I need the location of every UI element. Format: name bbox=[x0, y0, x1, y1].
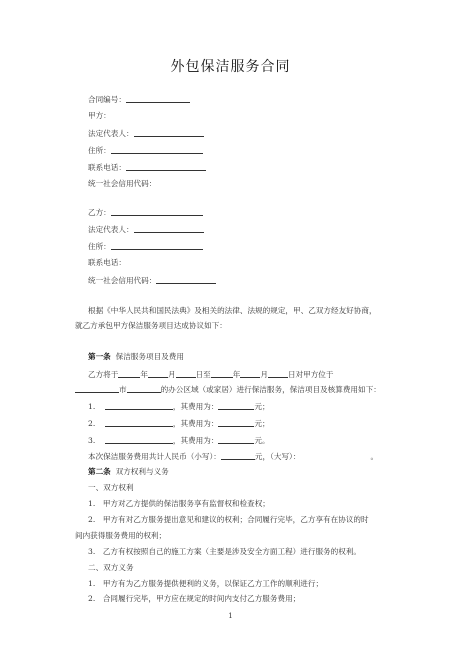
credit-code-a-label: 统一社会信用代码： bbox=[88, 179, 157, 188]
fee-item-1 bbox=[88, 401, 270, 412]
credit-code-a-line bbox=[88, 179, 156, 189]
article1-line-1 bbox=[88, 369, 334, 380]
fee-item-2 bbox=[88, 418, 270, 429]
duty-2: 2. 合同履行完毕，甲方应在规定的时间内支付乙方服务费用； bbox=[88, 594, 301, 603]
text: 月 bbox=[260, 370, 268, 379]
blank bbox=[218, 418, 254, 427]
text: 月 bbox=[167, 370, 176, 379]
text: 元； bbox=[254, 402, 270, 411]
intro-line-1: 根据《中华人民共和国民法典》及相关的法律、法规的规定，甲、乙双方经友好协商， bbox=[88, 306, 377, 315]
text: 年 bbox=[140, 370, 148, 379]
credit-code-b-blank bbox=[156, 275, 216, 284]
text: 元，（大写）： bbox=[254, 452, 301, 461]
blank bbox=[148, 369, 168, 378]
text: 市 bbox=[119, 385, 127, 394]
article1-number: 第一条 bbox=[88, 352, 111, 361]
blank bbox=[176, 369, 196, 378]
text: 年 bbox=[232, 370, 241, 379]
text: 日对甲方位于 bbox=[287, 370, 334, 379]
party-b-line bbox=[88, 207, 203, 218]
address-a-blank bbox=[111, 145, 203, 154]
duty-1: 1. 甲方有为乙方服务提供便利的义务，以保证乙方工作的顺利进行； bbox=[88, 579, 324, 588]
fee-item-3 bbox=[88, 435, 270, 446]
contract-no-line bbox=[88, 94, 190, 105]
right-2: 2. 甲方有对乙方服务提出意见和建议的权利；合同履行完毕，乙方享有在协议的时 bbox=[88, 515, 369, 524]
legal-rep-a-blank bbox=[134, 128, 204, 137]
address-b-label: 住所： bbox=[88, 242, 111, 251]
party-a-label: 甲方： bbox=[88, 111, 111, 120]
credit-code-b-line bbox=[88, 275, 216, 286]
page-number: 1 bbox=[228, 612, 233, 620]
blank bbox=[240, 369, 260, 378]
article1-heading bbox=[88, 352, 184, 362]
article2-heading bbox=[88, 467, 169, 477]
legal-rep-b-blank bbox=[134, 224, 204, 233]
text: 乙方将于 bbox=[88, 370, 119, 379]
text: ，其费用为： bbox=[172, 419, 219, 428]
text: 3. bbox=[88, 436, 96, 445]
blank bbox=[218, 435, 254, 444]
text: 元。 bbox=[254, 436, 270, 445]
blank bbox=[221, 451, 255, 460]
phone-a-line bbox=[88, 162, 206, 173]
contract-no-blank bbox=[126, 94, 190, 103]
blank bbox=[127, 384, 161, 393]
address-b-line bbox=[88, 241, 203, 252]
legal-rep-b-label: 法定代表人： bbox=[88, 225, 134, 234]
intro-line-2: 就乙方承包甲方保洁服务项目达成协议如下： bbox=[75, 321, 227, 330]
party-b-blank bbox=[111, 207, 203, 216]
blank bbox=[118, 369, 140, 378]
party-a-line bbox=[88, 111, 111, 121]
text: 本次保洁服务费用共计人民币（小写）： bbox=[88, 452, 221, 461]
rights-subheading: 一、双方权利 bbox=[88, 483, 134, 492]
blank bbox=[75, 384, 119, 393]
right-2-cont: 间内获得服务费用的权利； bbox=[75, 531, 167, 540]
legal-rep-a-label: 法定代表人： bbox=[88, 129, 134, 138]
text: ，其费用为： bbox=[172, 436, 219, 445]
phone-a-label: 联系电话： bbox=[88, 163, 126, 172]
party-b-label: 乙方： bbox=[88, 208, 111, 217]
right-1: 1. 甲方对乙方提供的保洁服务享有监督权和检查权； bbox=[88, 499, 270, 508]
fee-total-line bbox=[88, 451, 378, 462]
blank bbox=[268, 369, 288, 378]
article2-number: 第二条 bbox=[88, 467, 111, 476]
blank bbox=[105, 435, 173, 444]
legal-rep-a-line bbox=[88, 128, 204, 139]
text: 的办公区域（或家居）进行保洁服务，保洁项目及核算费用如下： bbox=[160, 385, 381, 394]
article1-title: 保洁服务项目及费用 bbox=[115, 352, 184, 361]
duties-subheading: 二、双方义务 bbox=[88, 563, 134, 572]
contract-title: 外包保洁服务合同 bbox=[170, 59, 291, 75]
blank bbox=[105, 418, 173, 427]
contract-no-label: 合同编号： bbox=[88, 95, 126, 104]
text: 2. bbox=[88, 419, 96, 428]
blank bbox=[211, 369, 233, 378]
blank bbox=[218, 401, 254, 410]
article2-title: 双方权利与义务 bbox=[115, 467, 169, 476]
text: ，其费用为： bbox=[172, 402, 219, 411]
legal-rep-b-line bbox=[88, 224, 204, 235]
right-3: 3. 乙方有权按照自己的施工方案（主要是涉及安全方面工程）进行服务的权利。 bbox=[88, 547, 362, 556]
phone-a-blank bbox=[126, 162, 206, 171]
credit-code-b-label: 统一社会信用代码： bbox=[88, 276, 157, 285]
phone-b-line bbox=[88, 258, 126, 268]
address-a-line bbox=[88, 145, 203, 156]
text: 。 bbox=[370, 452, 379, 461]
phone-b-label: 联系电话： bbox=[88, 258, 126, 267]
address-a-label: 住所： bbox=[88, 146, 111, 155]
article1-line-2 bbox=[75, 384, 381, 395]
text: 日至 bbox=[195, 370, 211, 379]
blank bbox=[105, 401, 173, 410]
text: 元； bbox=[254, 419, 270, 428]
text: 1. bbox=[88, 402, 96, 411]
address-b-blank bbox=[111, 241, 203, 250]
